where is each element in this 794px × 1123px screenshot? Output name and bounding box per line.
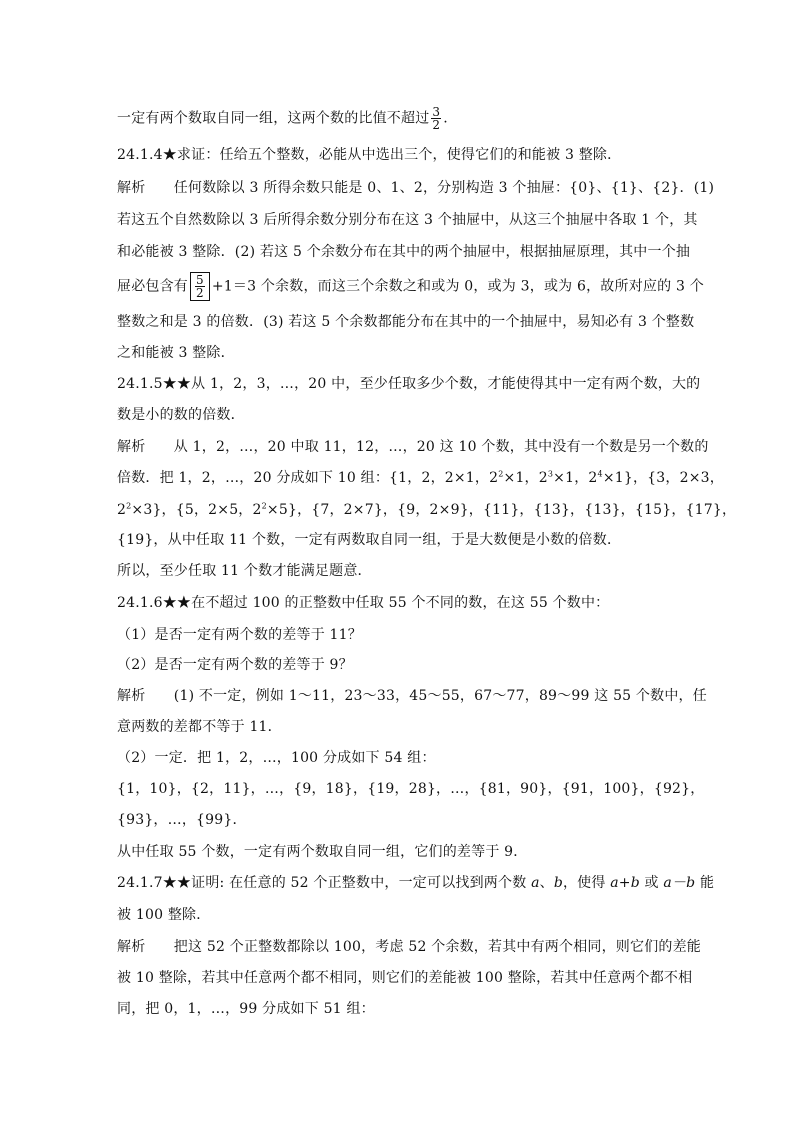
solution-line: {1，10}，{2，11}，…，{9，18}，{19，28}，…，{81，90}，{91，100}，{92}， [117,781,705,797]
fraction-numerator: 3 [432,105,441,119]
text: ×5}，{7，2×7}，{9，2×9}，{11}，{13}，{13}，{15}，{17}， [266,502,737,518]
solution-line-powers [117,500,737,520]
text: 屉必包含有 [117,278,188,295]
math-variable: b [553,875,563,891]
text-line-1 [117,106,677,131]
math-variable: a [531,875,540,891]
text: 能 [695,875,715,891]
text: 一定有两个数取自同一组，这两个数的比值不超过 [117,110,430,127]
text: . [443,110,448,127]
text: ×1，2 [503,470,548,486]
solution-line-powers [117,468,724,488]
solution-line: 之和能被 3 整除． [117,345,235,361]
solution-line: 被 10 整除，若其中任意两个都不相同，则它们的差能被 100 整除，若其中任意两个都不相 [117,970,693,986]
superscript: 2 [126,501,132,511]
solution-line: 从中任取 55 个数，一定有两个数取自同一组，它们的差等于 9． [117,844,528,860]
text: 倍数．把 1，2，…，20 分成如下 10 组：{1，2，2×1，2 [117,470,499,486]
solution-line: 意两数的差都不等于 11． [117,719,282,735]
text: ×1，2 [553,470,598,486]
problem-24-1-4: 24.1.4★求证：任给五个整数，必能从中选出三个，使得它们的和能被 3 整除． [117,147,622,163]
superscript: 4 [597,469,603,479]
text: ×1}，{3，2×3， [602,470,724,486]
problem-24-1-7 [117,873,715,893]
problem-24-1-6: 24.1.6★★在不超过 100 的正整数中任取 55 个不同的数，在这 55 个数中： [117,595,610,611]
floor-bracket [190,272,210,301]
fraction [431,106,441,131]
text: 24.1.7★★证明: 在任意的 52 个正整数中，一定可以找到两个数 [117,875,532,891]
text: 2 [117,502,127,518]
fraction [195,274,205,299]
superscript: 2 [261,501,267,511]
solution-line: 和必能被 3 整除．(2) 若这 5 个余数分布在其中的两个抽屉中，根据抽屉原理，其中一个抽 [117,244,691,260]
solution-line: 整数之和是 3 的倍数．(3) 若这 5 个余数都能分布在其中的一个抽屉中，易知必有 3 个整数 [117,314,695,330]
math-expression: a+b [610,875,640,891]
text: 、 [539,875,554,891]
problem-part-1: （1）是否一定有两个数的差等于 11？ [117,627,362,643]
fraction-denominator: 2 [196,286,204,300]
fraction-numerator: 5 [196,273,204,287]
solution-line: 解析 把这 52 个正整数都除以 100，考虑 52 个余数，若其中有两个相同，则它们的差能 [117,939,701,955]
solution-line: 若这五个自然数除以 3 后所得余数分别分布在这 3 个抽屉中，从这三个抽屉中各取 1 个，其 [117,212,698,228]
problem-line: 数是小的数的倍数． [117,407,245,423]
text: +1＝3 个余数，而这三个余数之和或为 0，或为 3，或为 6，故所对应的 3 个 [211,278,704,295]
solution-line: 解析 任何数除以 3 所得余数只能是 0、1、2，分别构造 3 个抽屉：{0}、{1}、{2}．(1) [117,180,715,196]
solution-line: 所以，至少任取 11 个数才能满足题意． [117,563,372,579]
solution-line: 解析 从 1，2，…，20 中取 11，12，…，20 这 10 个数，其中没有一个数是另一个数的 [117,439,709,455]
text: ，使得 [562,875,611,891]
solution-line: {93}，…，{99}． [117,812,247,828]
superscript: 2 [498,469,504,479]
math-expression: a－b [663,875,696,891]
problem-24-1-5: 24.1.5★★从 1，2，3，…，20 中，至少任取多少个数，才能使得其中一定有两个数，大的 [117,376,701,392]
solution-line: {19}，从中任取 11 个数，一定有两数取自同一组，于是大数便是小数的倍数． [117,532,622,548]
solution-line: 同，把 0，1，…，99 分成如下 51 组： [117,1001,375,1017]
problem-line: 被 100 整除． [117,907,211,923]
superscript: 3 [547,469,554,479]
problem-part-2: （2）是否一定有两个数的差等于 9？ [117,657,353,673]
solution-line-bracket [117,272,704,301]
fraction-denominator: 2 [432,118,441,132]
solution-line: 解析 (1) 不一定，例如 1～11，23～33，45～55，67～77，89～99 这 55 个数中，任 [117,688,707,704]
text: ×3}，{5，2×5，2 [131,502,262,518]
solution-line: （2）一定．把 1，2，…，100 分成如下 54 组： [117,750,436,766]
text: 或 [639,875,664,891]
